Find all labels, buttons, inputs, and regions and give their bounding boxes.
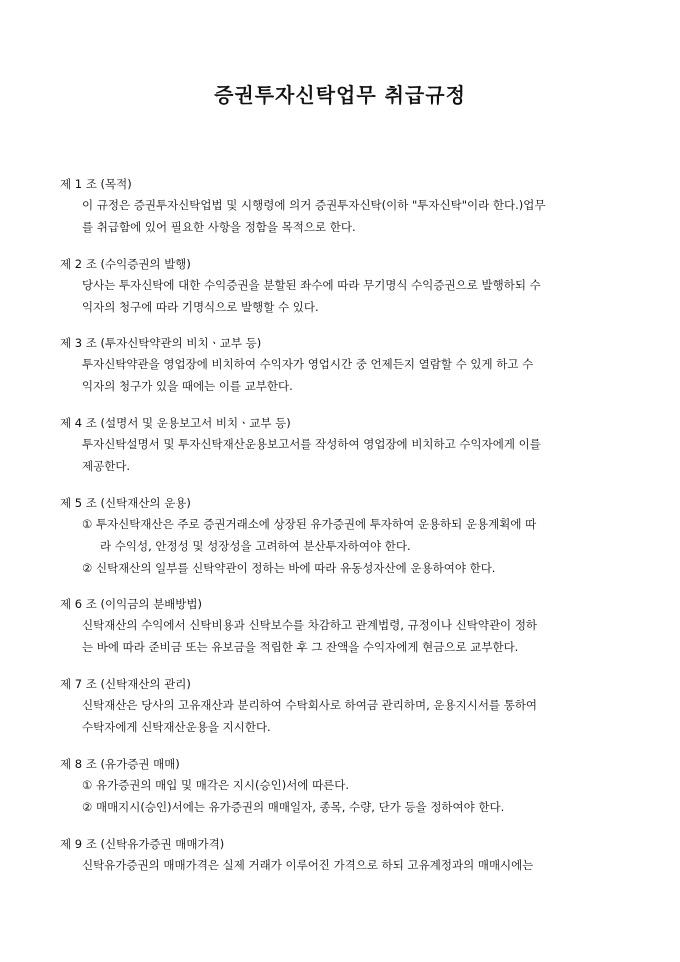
article-body <box>60 854 630 876</box>
body-line: 당사는 투자신탁에 대한 수익증권을 분할된 좌수에 따라 무기명식 수익증권으로 발행하되 수 <box>82 278 541 292</box>
article-body <box>60 353 630 397</box>
article-heading: 제 4 조 (설명서 및 운용보고서 비치ㆍ교부 등) <box>60 416 291 430</box>
article-body <box>60 694 630 738</box>
article-7 <box>60 675 630 738</box>
numbered-item <box>60 557 630 579</box>
body-line: 익자의 청구가 있을 때에는 이를 교부한다. <box>82 379 293 393</box>
body-line: 이 규정은 증권투자신탁업법 및 시행령에 의거 증권투자신탁(이하 "투자신탁"이라 한다.)업무 <box>82 198 546 212</box>
body-line: 는 바에 따라 준비금 또는 유보금을 적립한 후 그 잔액을 수익자에게 현금으로 교부한다. <box>82 640 519 654</box>
numbered-item <box>60 796 630 818</box>
article-3 <box>60 334 630 397</box>
article-body <box>60 274 630 318</box>
item-line: ① 투자신탁재산은 주로 증권거래소에 상장된 유가증권에 투자하여 운용하되 운용계획에 따 <box>82 517 537 531</box>
body-line: 익자의 청구에 따라 기명식으로 발행할 수 있다. <box>82 300 319 314</box>
article-6 <box>60 595 630 658</box>
item-line: 라 수익성, 안정성 및 성장성을 고려하여 분산투자하여야 한다. <box>100 539 411 553</box>
article-4 <box>60 414 630 477</box>
body-line: 신탁재산은 당사의 고유재산과 분리하여 수탁회사로 하여금 관리하며, 운용지시서를 통하여 <box>82 698 538 712</box>
article-heading: 제 5 조 (신탁재산의 운용) <box>60 496 191 510</box>
numbered-item <box>60 513 630 557</box>
article-heading: 제 2 조 (수익증권의 발행) <box>60 257 191 271</box>
article-9 <box>60 835 630 876</box>
article-heading: 제 3 조 (투자신탁약관의 비치ㆍ교부 등) <box>60 336 262 350</box>
body-line: 투자신탁약관을 영업장에 비치하여 수익자가 영업시간 중 언제든지 열람할 수 있게 하고 수 <box>82 357 534 371</box>
body-line: 투자신탁설명서 및 투자신탁재산운용보고서를 작성하여 영업장에 비치하고 수익자에게 이를 <box>82 437 541 451</box>
article-1 <box>60 175 630 238</box>
body-line: 를 취급함에 있어 필요한 사항을 정함을 목적으로 한다. <box>82 220 356 234</box>
article-heading: 제 6 조 (이익금의 분배방법) <box>60 597 203 611</box>
article-5 <box>60 494 630 579</box>
document-title: 증권투자신탁업무 취급규정 <box>214 83 466 107</box>
body-line: 신탁유가증권의 매매가격은 실제 거래가 이루어진 가격으로 하되 고유계정과의 매매시에는 <box>82 858 534 872</box>
article-heading: 제 7 조 (신탁재산의 관리) <box>60 677 191 691</box>
article-body <box>60 614 630 658</box>
article-body <box>60 194 630 238</box>
article-heading: 제 9 조 (신탁유가증권 매매가격) <box>60 837 225 851</box>
item-line: ① 유가증권의 매입 및 매각은 지시(승인)서에 따른다. <box>82 778 350 792</box>
article-8 <box>60 755 630 818</box>
body-line: 제공한다. <box>82 459 131 473</box>
article-2 <box>60 255 630 318</box>
body-line: 수탁자에게 신탁재산운용을 지시한다. <box>82 720 271 734</box>
item-line: ② 신탁재산의 일부를 신탁약관이 정하는 바에 따라 유동성자산에 운용하여야 한다. <box>82 561 496 575</box>
numbered-item <box>60 774 630 796</box>
article-body <box>60 433 630 477</box>
item-line: ② 매매지시(승인)서에는 유가증권의 매매일자, 종목, 수량, 단가 등을 정하여야 한다. <box>82 800 505 814</box>
article-heading: 제 8 조 (유가증권 매매) <box>60 757 180 771</box>
article-heading: 제 1 조 (목적) <box>60 177 132 191</box>
body-line: 신탁재산의 수익에서 신탁비용과 신탁보수를 차감하고 관계법령, 규정이나 신탁약관이 정하 <box>82 618 538 632</box>
